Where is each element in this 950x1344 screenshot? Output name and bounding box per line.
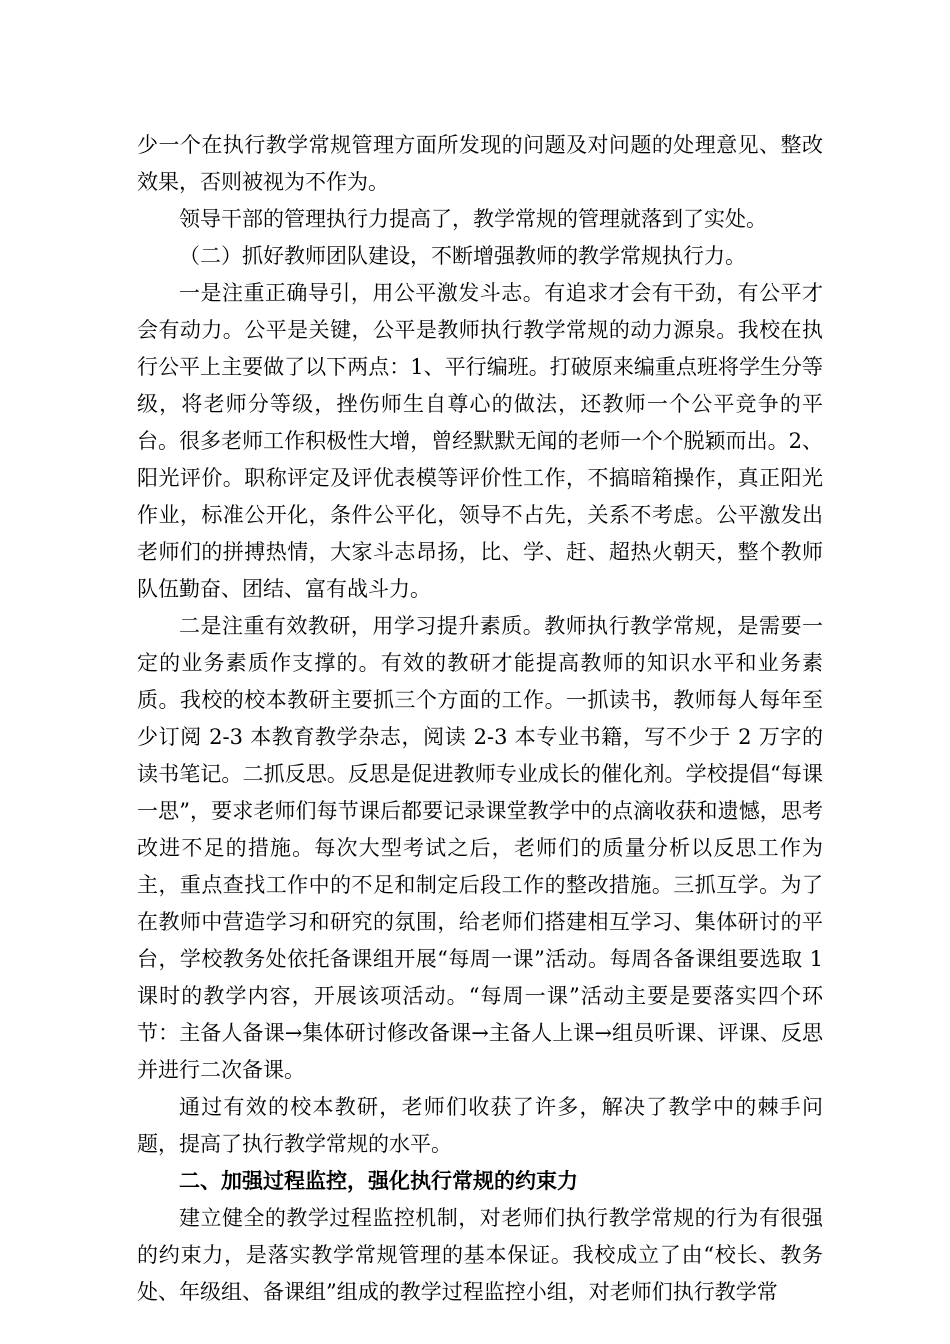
paragraph-research-summary: 通过有效的校本教研，老师们收获了许多，解决了教学中的棘手问题，提高了执行教学常规的水平。 [137,1095,823,1156]
paragraph-continuation: 少一个在执行教学常规管理方面所发现的问题及对问题的处理意见、整改效果，否则被视为不作为。 [137,133,823,194]
section-heading-process-monitoring: 二、加强过程监控，强化执行常规的约束力 [179,1169,578,1193]
document-page [137,127,823,1311]
paragraph-teaching-research: 二是注重有效教研，用学习提升素质。教师执行教学常规，是需要一定的业务素质作支撑的。有效的教研才能提高教师的知识水平和业务素质。我校的校本教研主要抓三个方面的工作。一抓读书，教师每人每年至少订阅 2-3 本教育教学杂志，阅读 2-3 本专业书籍，写不少于 2 万字的读书笔记。二抓反思。反思是促进教师专业成长的催化剂。学校提倡“每课一思”，要求老师们每节课后都要记录课堂教学中的点滴收获和遗憾，思考改进不足的措施。每次大型考试之后，老师们的质量分析以反思工作为主，重点查找工作中的不足和制定后段工作的整改措施。三抓互学。为了在教师中营造学习和研究的氛围，给老师们搭建相互学习、集体研讨的平台，学校教务处依托备课组开展“每周一课”活动。每周各备课组要选取 1 课时的教学内容，开展该项活动。“每周一课”活动主要是要落实四个环节：主备人备课→集体研讨修改备课→主备人上课→组员听课、评课、反思并进行二次备课。 [137,614,823,1082]
paragraph-leadership-summary: 领导干部的管理执行力提高了，教学常规的管理就落到了实处。 [179,207,767,231]
paragraph-fairness: 一是注重正确导引，用公平激发斗志。有追求才会有干劲，有公平才会有动力。公平是关键，公平是教师执行教学常规的动力源泉。我校在执行公平上主要做了以下两点：1、平行编班。打破原来编重点班将学生分等级，将老师分等级，挫伤师生自尊心的做法，还教师一个公平竞争的平台。很多老师工作积极性大增，曾经默默无闻的老师一个个脱颖而出。2、阳光评价。职称评定及评优表模等评价性工作，不搞暗箱操作，真正阳光作业，标准公开化，条件公平化，领导不占先，关系不考虑。公平激发出老师们的拼搏热情，大家斗志昂扬，比、学、赶、超热火朝天，整个教师队伍勤奋、团结、富有战斗力。 [137,281,823,601]
paragraph-monitoring-mechanism: 建立健全的教学过程监控机制，对老师们执行教学常规的行为有很强的约束力，是落实教学常规管理的基本保证。我校成立了由“校长、教务处、年级组、备课组”组成的教学过程监控小组，对老师们执行教学常 [137,1206,823,1304]
subsection-heading-teacher-team: （二）抓好教师团队建设，不断增强教师的教学常规执行力。 [179,244,746,268]
